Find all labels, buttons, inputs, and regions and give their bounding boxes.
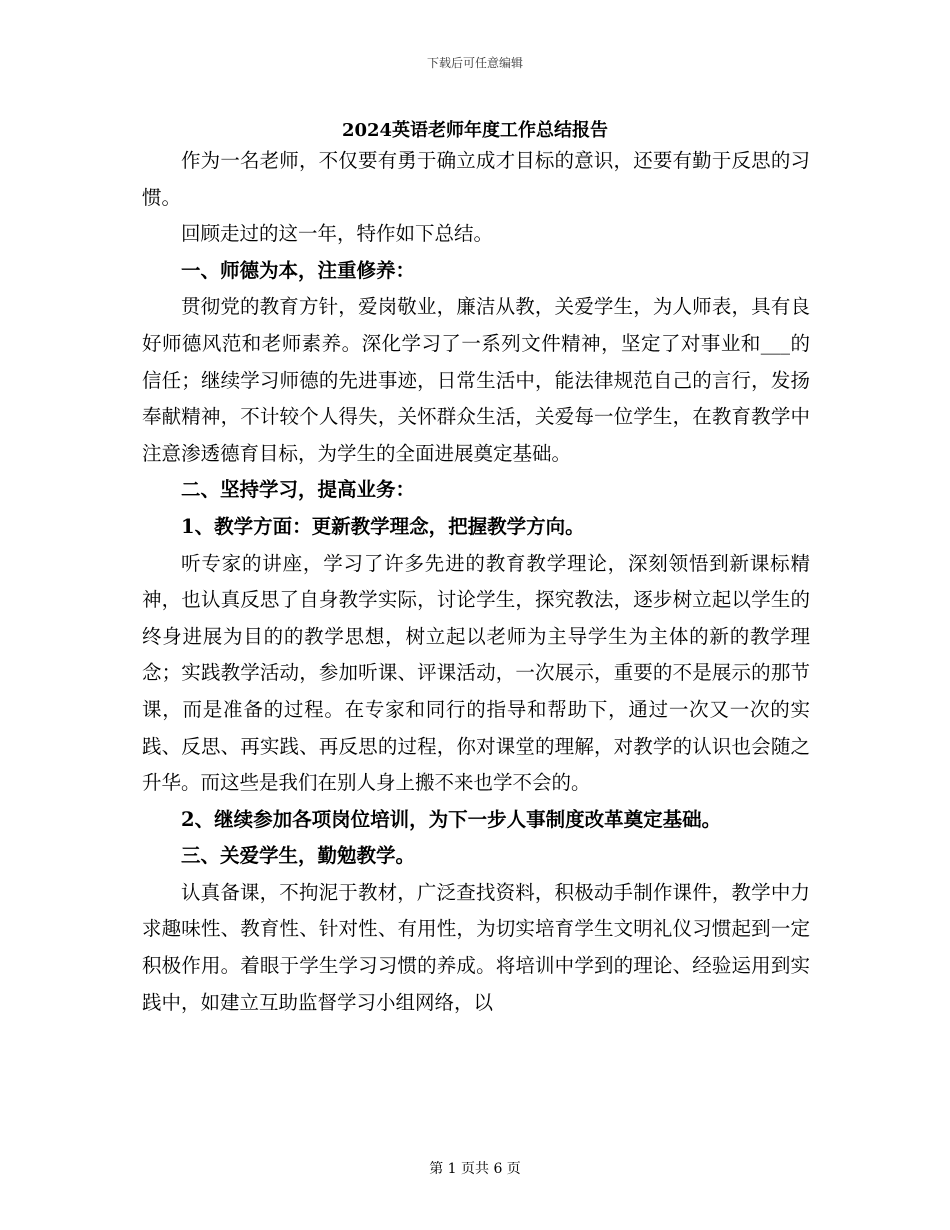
section-heading-1: 一、师德为本，注重修养： [181,258,416,282]
page-number: 第 1 页共 6 页 [429,1161,521,1177]
document-title: 2024英语老师年度工作总结报告 [341,120,609,141]
page-header-note: 下载后可任意编辑 [426,56,523,70]
paragraph-teaching: 听专家的讲座，学习了许多先进的教育教学理论，深刻领悟到新课标精神，也认真反思了自身教学实际，讨论学生，探究教法，逐步树立起以学生的终身进展为目的的教学思想，树立起以老师为主导学生为主体的新的教学理念；实践教学活动，参加听课、评课活动，一次展示，重要的不是展示的那节课，而是准备的过程。在专家和同行的指导和帮助下，通过一次又一次的实践、反思、再实践、再反思的过程，你对课堂的理解，对教学的认识也会随之升华。而这些是我们在别人身上搬不来也学不会的。 [142,551,810,795]
section-heading-3: 三、关爱学生，勤勉教学。 [181,844,416,868]
section-heading-2: 二、坚持学习，提高业务： [181,478,416,502]
subsection-heading-2: 2、继续参加各项岗位培训，为下一步人事制度改革奠定基础。 [181,807,722,831]
paragraph-care: 认真备课，不拘泥于教材，广泛查找资料，积极动手制作课件，教学中力求趣味性、教育性、针对性、有用性，为切实培育学生文明礼仪习惯起到一定积极作用。着眼于学生学习习惯的养成。将培训中学到的理论、经验运用到实践中，如建立互助监督学习小组网络，以 [142,880,810,1014]
paragraph-ethics: 贯彻党的教育方针，爱岗敬业，廉洁从教，关爱学生，为人师表，具有良好师德风范和老师素养。深化学习了一系列文件精神，坚定了对事业和___的信任；继续学习师德的先进事迹，日常生活中，能法律规范自己的言行，发扬奉献精神，不计较个人得失，关怀群众生活，关爱每一位学生，在教育教学中注意渗透德育目标，为学生的全面进展奠定基础。 [142,295,810,465]
subsection-heading-1: 1、教学方面：更新教学理念，把握教学方向。 [181,514,585,538]
document-body [142,143,810,1021]
paragraph-intro: 作为一名老师，不仅要有勇于确立成才目标的意识，还要有勤于反思的习惯。 [142,149,810,209]
paragraph-review: 回顾走过的这一年，特作如下总结。 [181,222,494,246]
